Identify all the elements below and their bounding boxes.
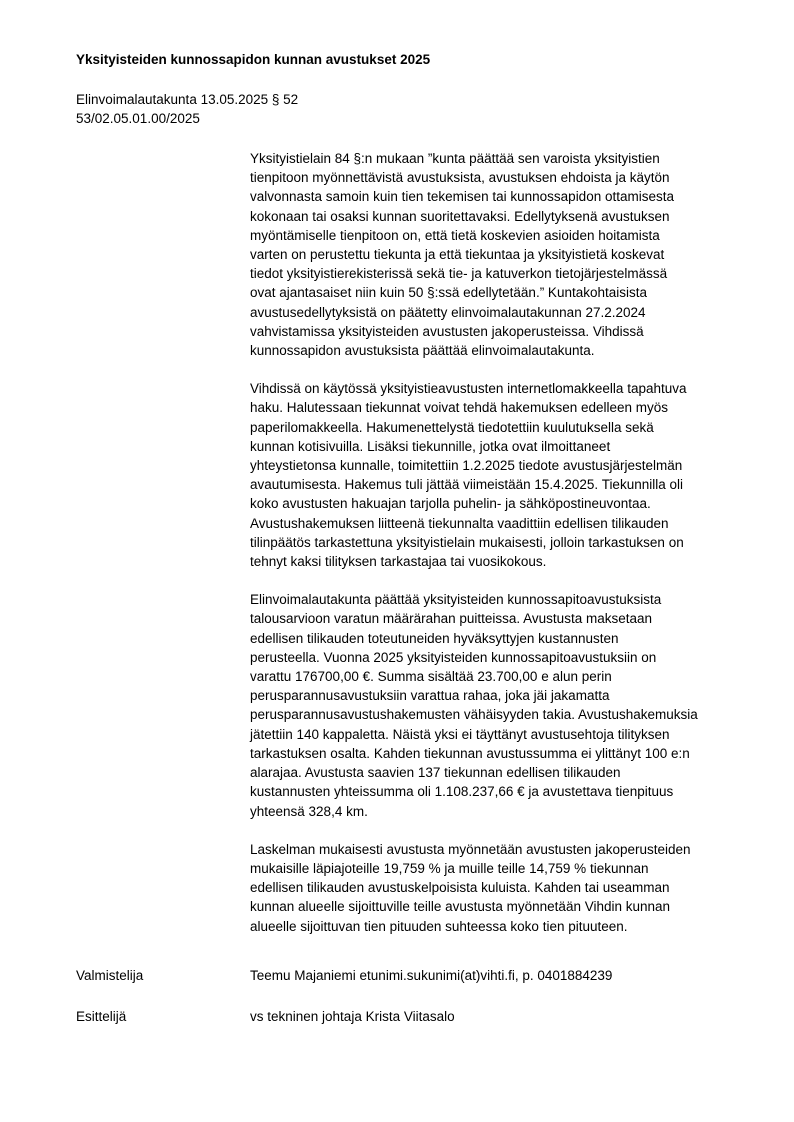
paragraph-line: tilinpäätös tarkastettuna yksityistielain mukaisesti, jolloin tarkastuksen on bbox=[250, 534, 684, 550]
paragraph-line: paperilomakkeella. Hakumenettelystä tiedotettiin kuulutuksella sekä bbox=[250, 419, 654, 435]
paragraph-line: tienpitoon myönnettävistä avustuksista, avustuksen ehdoista ja käytön bbox=[250, 170, 670, 186]
paragraph-line: kustannusten yhteissumma oli 1.108.237,66 € ja avustettava tienpituus bbox=[250, 784, 674, 800]
paragraph-line: valvonnasta samoin kuin tien tekemisen tai kunnossapidon ottamisesta bbox=[250, 189, 674, 205]
paragraph-line: yhteystietonsa kunnalle, toimitettiin 1.2.2025 tiedote avustusjärjestelmän bbox=[250, 458, 683, 474]
paragraph-line: edellisen tilikauden toteutuneiden hyväksyttyjen kustannusten bbox=[250, 630, 619, 646]
paragraph-line: ovat ajantasaiset niin kuin 50 §:ssä edellytetään.” Kuntakohtaisista bbox=[250, 285, 647, 301]
paragraph-line: kunnan alueelle sijoittuville teille avustusta myönnetään Vihdin kunnan bbox=[250, 899, 671, 915]
paragraph-line: tehnyt kaksi tilityksen tarkastajaa tai vuosikokous. bbox=[250, 554, 547, 570]
meeting-reference: Elinvoimalautakunta 13.05.2025 § 52 bbox=[76, 92, 299, 107]
paragraph-line: alueelle sijoittuvan tien pituuden suhteessa koko tien pituuteen. bbox=[250, 918, 628, 934]
paragraph-line: edellisen tilikauden avustuskelpoisista kuluista. Kahden tai useamman bbox=[250, 880, 670, 896]
paragraph-line: varattu 176700,00 €. Summa sisältää 23.700,00 e alun perin bbox=[250, 669, 612, 685]
body-paragraph bbox=[250, 379, 740, 571]
paragraph-line: vahvistamissa yksityisteiden avustusten jakoperusteissa. Vihdissä bbox=[250, 323, 644, 339]
paragraph-line: haku. Halutessaan tiekunnat voivat tehdä hakemuksen edelleen myös bbox=[250, 400, 669, 416]
paragraph-line: mukaisille läpiajoteille 19,759 % ja muille teille 14,759 % tiekunnan bbox=[250, 860, 649, 876]
preparer-value: Teemu Majaniemi etunimi.sukunimi(at)vihti.fi, p. 0401884239 bbox=[250, 968, 613, 983]
paragraph-line: Elinvoimalautakunta päättää yksityisteiden kunnossapitoavustuksista bbox=[250, 592, 662, 608]
paragraph-line: jätettiin 140 kappaletta. Näistä yksi ei täyttänyt avustusehtoja tilityksen bbox=[250, 726, 670, 742]
paragraph-line: perusparannusavustuksiin varattua rahaa, joka jäi jakamatta bbox=[250, 688, 610, 704]
body-paragraph bbox=[250, 840, 740, 936]
paragraph-line: kokonaan tai osaksi kunnan suoritettavaksi. Edellytyksenä avustuksen bbox=[250, 208, 670, 224]
paragraph-line: perusparannusavustushakemusten vähäisyyden takia. Avustushakemuksia bbox=[250, 707, 698, 723]
paragraph-line: tiedot yksityistierekisterissä sekä tie- ja katuverkon tietojärjestelmässä bbox=[250, 266, 668, 282]
paragraph-line: yhteensä 328,4 km. bbox=[250, 803, 368, 819]
paragraph-line: varten on perustettu tiekunta ja että tiekuntaa ja yksityistietä koskevat bbox=[250, 247, 665, 263]
document-body bbox=[250, 149, 740, 955]
paragraph-line: Avustushakemuksen liitteenä tiekunnalta vaadittiin edellisen tilikauden bbox=[250, 515, 669, 531]
body-paragraph bbox=[250, 149, 740, 360]
paragraph-line: Vihdissä on käytössä yksityistieavustusten internetlomakkeella tapahtuva bbox=[250, 381, 687, 397]
presenter-label: Esittelijä bbox=[76, 1009, 127, 1024]
paragraph-line: avustusedellytyksistä on päätetty elinvoimalautakunnan 27.2.2024 bbox=[250, 304, 646, 320]
paragraph-line: kunnan kotisivuilla. Lisäksi tiekunnille, jotka ovat ilmoittaneet bbox=[250, 438, 611, 454]
record-number: 53/02.05.01.00/2025 bbox=[76, 111, 200, 126]
preparer-label: Valmistelija bbox=[76, 968, 144, 983]
paragraph-line: avautumisesta. Hakemus tuli jättää viimeistään 15.4.2025. Tiekunnilla oli bbox=[250, 477, 683, 493]
paragraph-line: myöntämiselle tienpitoon on, että tietä koskevien asioiden hoitamista bbox=[250, 227, 660, 243]
document-title: Yksityisteiden kunnossapidon kunnan avustukset 2025 bbox=[76, 52, 431, 67]
paragraph-line: Laskelman mukaisesti avustusta myönnetään avustusten jakoperusteiden bbox=[250, 841, 691, 857]
presenter-value: vs tekninen johtaja Krista Viitasalo bbox=[250, 1009, 455, 1024]
paragraph-line: perusteella. Vuonna 2025 yksityisteiden kunnossapitoavustuksiin on bbox=[250, 649, 657, 665]
body-paragraph bbox=[250, 590, 740, 820]
paragraph-line: talousarvioon varatun määrärahan puitteissa. Avustusta maksetaan bbox=[250, 611, 652, 627]
paragraph-line: kunnossapidon avustuksista päättää elinvoimalautakunta. bbox=[250, 343, 595, 359]
paragraph-line: tarkastuksen osalta. Kahden tiekunnan avustussumma ei ylittänyt 100 e:n bbox=[250, 745, 690, 761]
paragraph-line: Yksityistielain 84 §:n mukaan ”kunta päättää sen varoista yksityistien bbox=[250, 151, 660, 166]
paragraph-line: koko avustusten hakuajan tarjolla puhelin- ja sähköpostineuvontaa. bbox=[250, 496, 651, 512]
paragraph-line: alarajaa. Avustusta saavien 137 tiekunnan edellisen tilikauden bbox=[250, 765, 621, 781]
